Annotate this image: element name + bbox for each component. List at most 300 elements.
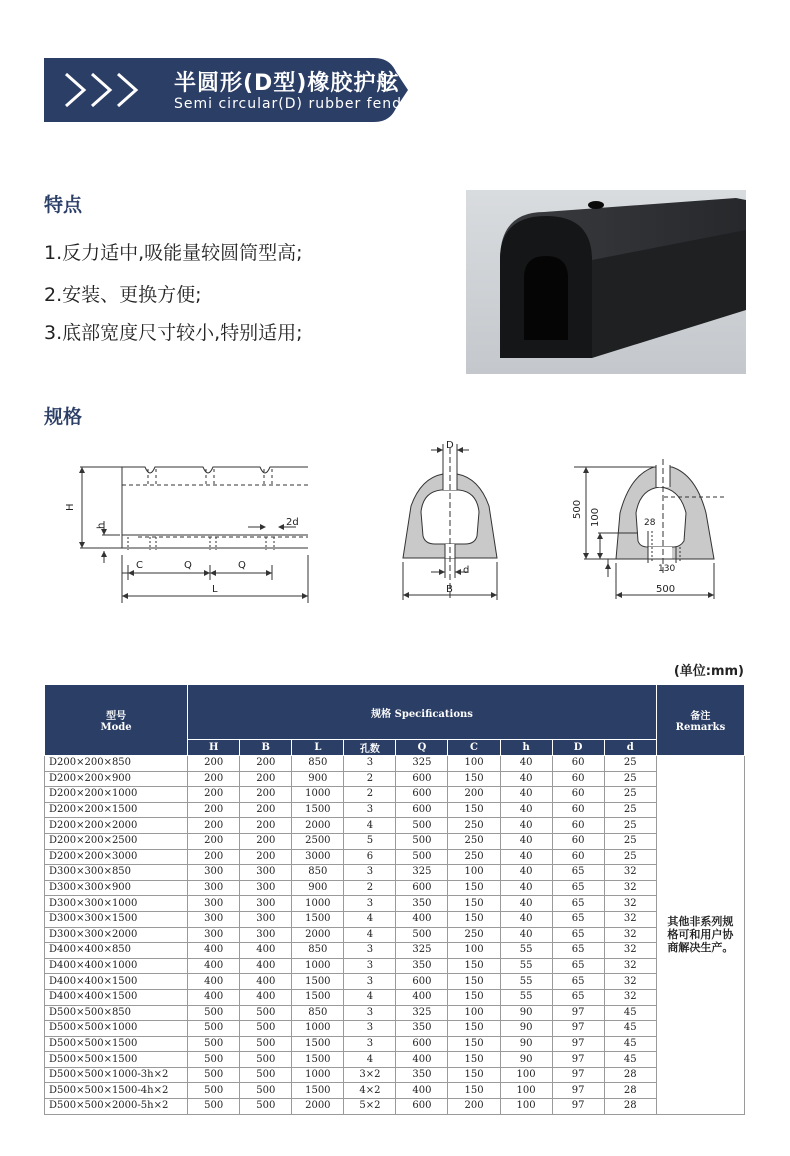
spec-cell: 40	[500, 787, 552, 803]
spec-cell: 400	[240, 974, 292, 990]
product-photo	[466, 190, 746, 374]
spec-cell: 200	[188, 849, 240, 865]
spec-cell: 850	[292, 1005, 344, 1021]
spec-cell: 40	[500, 865, 552, 881]
spec-cell: 500	[240, 1021, 292, 1037]
model-cell: D300×300×1000	[45, 896, 188, 912]
spec-cell: 850	[292, 865, 344, 881]
model-cell: D200×200×1000	[45, 787, 188, 803]
spec-cell: 55	[500, 943, 552, 959]
table-row	[45, 787, 745, 803]
spec-cell: 150	[448, 911, 500, 927]
spec-cell: 3	[344, 1036, 396, 1052]
spec-cell: 40	[500, 771, 552, 787]
spec-cell: 1000	[292, 896, 344, 912]
spec-cell: 850	[292, 756, 344, 772]
spec-cell: 4	[344, 818, 396, 834]
spec-cell: 400	[240, 943, 292, 959]
spec-cell: 350	[396, 1021, 448, 1037]
column-header: C	[448, 740, 500, 756]
spec-cell: 850	[292, 943, 344, 959]
spec-cell: 28	[604, 1067, 656, 1083]
spec-cell: 150	[448, 1067, 500, 1083]
spec-cell: 45	[604, 1005, 656, 1021]
spec-cell: 2000	[292, 927, 344, 943]
spec-cell: 97	[552, 1005, 604, 1021]
spec-cell: 500	[188, 1005, 240, 1021]
table-row	[45, 974, 745, 990]
spec-cell: 25	[604, 787, 656, 803]
spec-cell: 500	[188, 1021, 240, 1037]
spec-cell: 500	[396, 818, 448, 834]
model-cell: D400×400×850	[45, 943, 188, 959]
spec-cell: 300	[240, 880, 292, 896]
feature-item-3: 3.底部宽度尺寸较小,特别适用;	[44, 322, 303, 344]
feature-item-2: 2.安装、更换方便;	[44, 284, 202, 306]
table-row	[45, 1067, 745, 1083]
spec-cell: 65	[552, 865, 604, 881]
model-cell: D300×300×2000	[45, 927, 188, 943]
remarks-header-en: Remarks	[675, 722, 726, 733]
model-cell: D400×400×1000	[45, 958, 188, 974]
column-header: H	[188, 740, 240, 756]
spec-cell: 325	[396, 943, 448, 959]
spec-cell: 400	[188, 943, 240, 959]
model-cell: D400×400×1500	[45, 989, 188, 1005]
spec-cell: 32	[604, 865, 656, 881]
spec-cell: 500	[188, 1036, 240, 1052]
spec-cell: 90	[500, 1036, 552, 1052]
model-cell: D500×500×850	[45, 1005, 188, 1021]
spec-cell: 45	[604, 1052, 656, 1068]
spec-cell: 32	[604, 974, 656, 990]
spec-cell: 97	[552, 1067, 604, 1083]
spec-cell: 25	[604, 771, 656, 787]
table-row	[45, 1052, 745, 1068]
side-view-diagram	[60, 455, 320, 605]
spec-cell: 100	[448, 756, 500, 772]
spec-cell: 100	[500, 1083, 552, 1099]
spec-cell: 5×2	[344, 1099, 396, 1115]
spec-cell: 6	[344, 849, 396, 865]
table-row	[45, 911, 745, 927]
spec-cell: 2	[344, 787, 396, 803]
spec-cell: 150	[448, 896, 500, 912]
label-B: B	[446, 584, 453, 595]
spec-cell: 200	[240, 833, 292, 849]
spec-cell: 60	[552, 756, 604, 772]
spec-table-body	[45, 756, 745, 1115]
spec-cell: 300	[188, 927, 240, 943]
spec-cell: 28	[604, 1099, 656, 1115]
spec-cell: 200	[188, 818, 240, 834]
spec-cell: 25	[604, 849, 656, 865]
spec-cell: 40	[500, 756, 552, 772]
spec-cell: 325	[396, 865, 448, 881]
spec-cell: 40	[500, 896, 552, 912]
spec-cell: 3	[344, 802, 396, 818]
column-header: 孔数	[344, 740, 396, 756]
spec-cell: 150	[448, 1036, 500, 1052]
spec-cell: 150	[448, 989, 500, 1005]
model-cell: D300×300×850	[45, 865, 188, 881]
banner-title: 半圆形(D型)橡胶护舷	[174, 71, 400, 96]
spec-cell: 900	[292, 771, 344, 787]
spec-header: 规格 Specifications	[188, 685, 657, 740]
spec-cell: 45	[604, 1021, 656, 1037]
label-H: H	[65, 503, 76, 511]
spec-cell: 500	[188, 1083, 240, 1099]
spec-cell: 500	[240, 1067, 292, 1083]
spec-cell: 2000	[292, 1099, 344, 1115]
label-d: d	[463, 565, 470, 576]
spec-cell: 40	[500, 849, 552, 865]
spec-cell: 40	[500, 911, 552, 927]
spec-cell: 40	[500, 818, 552, 834]
spec-cell: 65	[552, 880, 604, 896]
model-cell: D200×200×1500	[45, 802, 188, 818]
spec-cell: 97	[552, 1021, 604, 1037]
spec-cell: 60	[552, 787, 604, 803]
spec-cell: 200	[188, 802, 240, 818]
spec-cell: 400	[188, 974, 240, 990]
spec-cell: 500	[240, 1099, 292, 1115]
spec-cell: 150	[448, 1021, 500, 1037]
spec-cell: 1000	[292, 1021, 344, 1037]
spec-cell: 325	[396, 1005, 448, 1021]
spec-cell: 600	[396, 880, 448, 896]
model-cell: D200×200×850	[45, 756, 188, 772]
spec-cell: 1500	[292, 1083, 344, 1099]
model-header	[45, 685, 188, 756]
section-diagram	[564, 455, 734, 605]
spec-cell: 90	[500, 1005, 552, 1021]
table-row	[45, 1036, 745, 1052]
spec-cell: 600	[396, 787, 448, 803]
table-row	[45, 1083, 745, 1099]
spec-cell: 3	[344, 865, 396, 881]
label-v130: 130	[658, 564, 676, 574]
spec-cell: 1000	[292, 958, 344, 974]
spec-cell: 300	[240, 927, 292, 943]
triple-chevron-right-icon	[62, 72, 162, 108]
spec-cell: 97	[552, 1083, 604, 1099]
spec-cell: 3	[344, 943, 396, 959]
column-header: D	[552, 740, 604, 756]
spec-cell: 65	[552, 958, 604, 974]
remarks-cell: 其他非系列规格可和用户协商解决生产。	[656, 756, 744, 1115]
label-2d: 2d	[286, 517, 299, 528]
table-row	[45, 989, 745, 1005]
table-row	[45, 1021, 745, 1037]
spec-cell: 25	[604, 802, 656, 818]
spec-cell: 400	[188, 958, 240, 974]
label-v500: 500	[572, 499, 583, 519]
spec-cell: 97	[552, 1052, 604, 1068]
spec-cell: 40	[500, 802, 552, 818]
spec-cell: 250	[448, 833, 500, 849]
spec-cell: 4	[344, 927, 396, 943]
spec-cell: 3	[344, 1021, 396, 1037]
spec-cell: 32	[604, 911, 656, 927]
spec-cell: 3	[344, 756, 396, 772]
spec-cell: 90	[500, 1052, 552, 1068]
table-row	[45, 849, 745, 865]
spec-cell: 4	[344, 1052, 396, 1068]
spec-cell: 500	[188, 1067, 240, 1083]
spec-cell: 2500	[292, 833, 344, 849]
model-cell: D200×200×2000	[45, 818, 188, 834]
spec-cell: 2	[344, 771, 396, 787]
spec-cell: 1500	[292, 1036, 344, 1052]
spec-cell: 200	[240, 756, 292, 772]
spec-cell: 350	[396, 896, 448, 912]
spec-cell: 65	[552, 989, 604, 1005]
spec-cell: 250	[448, 849, 500, 865]
spec-cell: 90	[500, 1021, 552, 1037]
spec-cell: 400	[396, 1083, 448, 1099]
spec-cell: 97	[552, 1036, 604, 1052]
column-header: d	[604, 740, 656, 756]
model-cell: D500×500×2000-5h×2	[45, 1099, 188, 1115]
spec-cell: 1500	[292, 911, 344, 927]
spec-cell: 100	[448, 943, 500, 959]
spec-cell: 500	[396, 927, 448, 943]
spec-cell: 60	[552, 802, 604, 818]
model-cell: D200×200×2500	[45, 833, 188, 849]
column-header: h	[500, 740, 552, 756]
spec-cell: 40	[500, 927, 552, 943]
spec-cell: 60	[552, 833, 604, 849]
table-row	[45, 771, 745, 787]
spec-cell: 400	[396, 911, 448, 927]
table-row	[45, 1099, 745, 1115]
spec-cell: 3	[344, 958, 396, 974]
remarks-header	[656, 685, 744, 756]
spec-cell: 32	[604, 880, 656, 896]
spec-cell: 25	[604, 756, 656, 772]
spec-cell: 3	[344, 1005, 396, 1021]
spec-cell: 300	[188, 880, 240, 896]
specs-title: 规格	[44, 406, 83, 428]
spec-cell: 1000	[292, 1067, 344, 1083]
column-header: L	[292, 740, 344, 756]
feature-item-1: 1.反力适中,吸能量较圆筒型高;	[44, 242, 303, 264]
spec-cell: 150	[448, 880, 500, 896]
spec-cell: 200	[188, 756, 240, 772]
column-header: B	[240, 740, 292, 756]
model-cell: D500×500×1500-4h×2	[45, 1083, 188, 1099]
features-title: 特点	[44, 194, 83, 216]
table-row	[45, 958, 745, 974]
spec-cell: 250	[448, 818, 500, 834]
label-h500: 500	[656, 584, 676, 595]
spec-cell: 100	[448, 1005, 500, 1021]
label-Q1: Q	[184, 560, 192, 571]
spec-cell: 350	[396, 1067, 448, 1083]
table-row	[45, 943, 745, 959]
spec-cell: 4×2	[344, 1083, 396, 1099]
spec-cell: 300	[240, 865, 292, 881]
spec-cell: 200	[448, 787, 500, 803]
spec-cell: 150	[448, 974, 500, 990]
spec-cell: 65	[552, 927, 604, 943]
front-view-diagram	[395, 438, 505, 604]
spec-cell: 55	[500, 989, 552, 1005]
spec-cell: 400	[396, 989, 448, 1005]
label-L: L	[212, 584, 218, 595]
column-header: Q	[396, 740, 448, 756]
spec-cell: 500	[240, 1036, 292, 1052]
table-row	[45, 1005, 745, 1021]
spec-cell: 2000	[292, 818, 344, 834]
label-D: D	[446, 440, 454, 451]
spec-cell: 200	[448, 1099, 500, 1115]
spec-cell: 32	[604, 927, 656, 943]
spec-cell: 150	[448, 771, 500, 787]
spec-cell: 150	[448, 1083, 500, 1099]
spec-cell: 3	[344, 896, 396, 912]
label-C: C	[136, 560, 143, 571]
label-Q2: Q	[238, 560, 246, 571]
model-cell: D300×300×1500	[45, 911, 188, 927]
label-v100: 100	[590, 507, 601, 527]
spec-cell: 4	[344, 989, 396, 1005]
spec-cell: 1500	[292, 802, 344, 818]
spec-cell: 100	[500, 1067, 552, 1083]
spec-cell: 32	[604, 896, 656, 912]
spec-cell: 200	[188, 771, 240, 787]
spec-cell: 3000	[292, 849, 344, 865]
spec-cell: 300	[188, 865, 240, 881]
spec-cell: 1000	[292, 787, 344, 803]
spec-cell: 250	[448, 927, 500, 943]
model-cell: D300×300×900	[45, 880, 188, 896]
spec-cell: 300	[240, 896, 292, 912]
spec-cell: 55	[500, 958, 552, 974]
spec-cell: 325	[396, 756, 448, 772]
spec-cell: 32	[604, 943, 656, 959]
table-row	[45, 802, 745, 818]
spec-cell: 65	[552, 943, 604, 959]
spec-cell: 45	[604, 1036, 656, 1052]
spec-cell: 600	[396, 1099, 448, 1115]
table-row	[45, 756, 745, 772]
spec-cell: 1500	[292, 974, 344, 990]
spec-cell: 500	[240, 1083, 292, 1099]
spec-cell: 900	[292, 880, 344, 896]
spec-cell: 60	[552, 771, 604, 787]
table-row	[45, 833, 745, 849]
table-row	[45, 818, 745, 834]
spec-cell: 40	[500, 880, 552, 896]
spec-cell: 100	[448, 865, 500, 881]
spec-cell: 200	[240, 849, 292, 865]
spec-table	[44, 684, 745, 1115]
spec-cell: 600	[396, 974, 448, 990]
spec-cell: 65	[552, 911, 604, 927]
spec-cell: 500	[188, 1052, 240, 1068]
spec-cell: 400	[240, 958, 292, 974]
spec-cell: 97	[552, 1099, 604, 1115]
spec-cell: 500	[240, 1005, 292, 1021]
spec-cell: 32	[604, 958, 656, 974]
model-cell: D200×200×3000	[45, 849, 188, 865]
spec-cell: 1500	[292, 1052, 344, 1068]
spec-cell: 60	[552, 818, 604, 834]
spec-cell: 500	[396, 833, 448, 849]
remarks-header-cn: 备注	[690, 711, 711, 722]
spec-cell: 3	[344, 974, 396, 990]
spec-cell: 5	[344, 833, 396, 849]
spec-cell: 55	[500, 974, 552, 990]
spec-cell: 2	[344, 880, 396, 896]
spec-cell: 60	[552, 849, 604, 865]
spec-cell: 400	[240, 989, 292, 1005]
model-header-en: Mode	[100, 722, 132, 733]
label-h: h	[96, 522, 107, 529]
model-cell: D500×500×1000	[45, 1021, 188, 1037]
spec-cell: 300	[240, 911, 292, 927]
model-cell: D500×500×1500	[45, 1052, 188, 1068]
spec-cell: 100	[500, 1099, 552, 1115]
spec-cell: 500	[240, 1052, 292, 1068]
spec-cell: 32	[604, 989, 656, 1005]
spec-cell: 200	[240, 818, 292, 834]
spec-cell: 25	[604, 833, 656, 849]
spec-cell: 350	[396, 958, 448, 974]
model-cell: D200×200×900	[45, 771, 188, 787]
model-header-cn: 型号	[106, 711, 127, 722]
spec-cell: 500	[396, 849, 448, 865]
table-row	[45, 880, 745, 896]
spec-cell: 400	[188, 989, 240, 1005]
table-row	[45, 927, 745, 943]
spec-cell: 500	[188, 1099, 240, 1115]
spec-cell: 600	[396, 1036, 448, 1052]
spec-cell: 300	[188, 911, 240, 927]
spec-cell: 150	[448, 958, 500, 974]
unit-label: (单位:mm)	[673, 664, 744, 679]
spec-cell: 400	[396, 1052, 448, 1068]
spec-cell: 65	[552, 896, 604, 912]
spec-cell: 200	[188, 833, 240, 849]
spec-cell: 600	[396, 771, 448, 787]
spec-cell: 28	[604, 1083, 656, 1099]
model-cell: D500×500×1000-3h×2	[45, 1067, 188, 1083]
spec-cell: 4	[344, 911, 396, 927]
spec-cell: 200	[240, 787, 292, 803]
spec-cell: 40	[500, 833, 552, 849]
spec-cell: 25	[604, 818, 656, 834]
spec-cell: 200	[188, 787, 240, 803]
spec-cell: 65	[552, 974, 604, 990]
model-cell: D500×500×1500	[45, 1036, 188, 1052]
spec-cell: 600	[396, 802, 448, 818]
spec-cell: 150	[448, 802, 500, 818]
spec-cell: 150	[448, 1052, 500, 1068]
spec-cell: 1500	[292, 989, 344, 1005]
model-cell: D400×400×1500	[45, 974, 188, 990]
banner-subtitle: Semi circular(D) rubber fender	[174, 96, 419, 112]
spec-cell: 200	[240, 771, 292, 787]
table-row	[45, 865, 745, 881]
table-row	[45, 896, 745, 912]
spec-cell: 300	[188, 896, 240, 912]
spec-cell: 200	[240, 802, 292, 818]
spec-cell: 3×2	[344, 1067, 396, 1083]
label-v28: 28	[644, 518, 656, 528]
